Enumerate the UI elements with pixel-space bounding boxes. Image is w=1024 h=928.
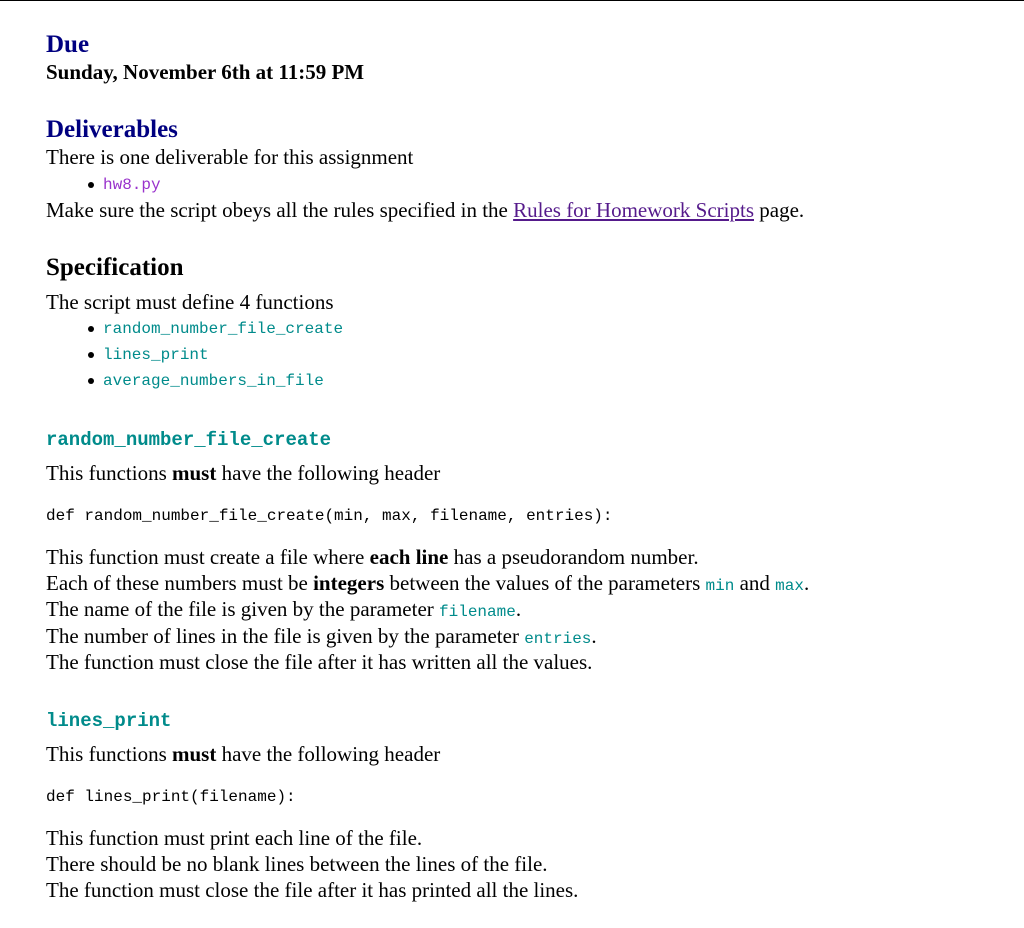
description-text: has a pseudorandom number.: [448, 545, 699, 569]
header-intro-text: This functions: [46, 742, 172, 766]
top-rule: [0, 0, 1024, 1]
description-line: There should be no blank lines between the lines of the file.: [46, 852, 548, 876]
deliverables-heading: Deliverables: [46, 116, 178, 143]
description-text: .: [515, 597, 522, 621]
description-text: between the values of the parameters: [384, 571, 706, 595]
description-line: The function must close the file after it has written all the values.: [46, 650, 593, 674]
header-intro: [46, 460, 440, 486]
description-text: Each of these numbers must be: [46, 571, 314, 595]
rules-note-text: Make sure the script obeys all the rules specified in the: [46, 198, 514, 222]
description-line: [46, 544, 699, 570]
description-line: The function must close the file after it has printed all the lines.: [46, 878, 579, 902]
specification-intro: The script must define 4 functions: [46, 290, 334, 314]
header-intro-end: have the following header: [216, 742, 441, 766]
function-name: average_numbers_in_file: [103, 372, 324, 390]
due-date: Sunday, November 6th at 11:59 PM: [46, 60, 365, 84]
header-intro: [46, 741, 440, 767]
code-block: def random_number_file_create(min, max, filename, entries):: [46, 507, 613, 525]
due-heading: Due: [46, 31, 90, 58]
description-text: This function must create a file where: [46, 545, 370, 569]
description-text: and: [734, 571, 776, 595]
description-text: .: [591, 624, 597, 648]
description-text: The number of lines in the file is given by the parameter: [46, 624, 525, 648]
header-intro-emphasis: must: [172, 742, 217, 766]
rules-note: [46, 197, 804, 223]
function-list: [46, 316, 343, 394]
description-line: [46, 623, 597, 652]
rules-note-end: page.: [754, 198, 805, 222]
list-item: [46, 316, 343, 342]
description-line: [46, 570, 809, 599]
deliverables-list: [46, 172, 161, 198]
inline-code: entries: [524, 630, 592, 648]
header-intro-end: have the following header: [216, 461, 441, 485]
list-item: [46, 172, 161, 198]
description-line: [46, 596, 521, 625]
specification-heading: Specification: [46, 254, 184, 281]
random-number-file-create-heading: random_number_file_create: [46, 429, 332, 451]
function-name: random_number_file_create: [103, 320, 344, 338]
function-name: lines_print: [103, 346, 209, 364]
list-item: [46, 368, 343, 394]
header-intro-text: This functions: [46, 461, 172, 485]
inline-code: max: [775, 577, 804, 595]
inline-code: filename: [439, 603, 516, 621]
description-text: .: [803, 571, 810, 595]
description-text: The name of the file is given by the parameter: [46, 597, 440, 621]
deliverables-intro: There is one deliverable for this assignment: [46, 145, 414, 169]
lines-print-heading: lines_print: [46, 710, 172, 732]
description-emphasis: each line: [369, 545, 449, 569]
description-emphasis: integers: [313, 571, 385, 595]
header-intro-emphasis: must: [172, 461, 217, 485]
inline-code: min: [705, 577, 735, 595]
code-block: def lines_print(filename):: [46, 788, 296, 806]
list-item: [46, 342, 343, 368]
deliverable-filename: hw8.py: [103, 176, 161, 194]
rules-link[interactable]: Rules for Homework Scripts: [513, 198, 754, 222]
description-line: This function must print each line of the file.: [46, 826, 423, 850]
